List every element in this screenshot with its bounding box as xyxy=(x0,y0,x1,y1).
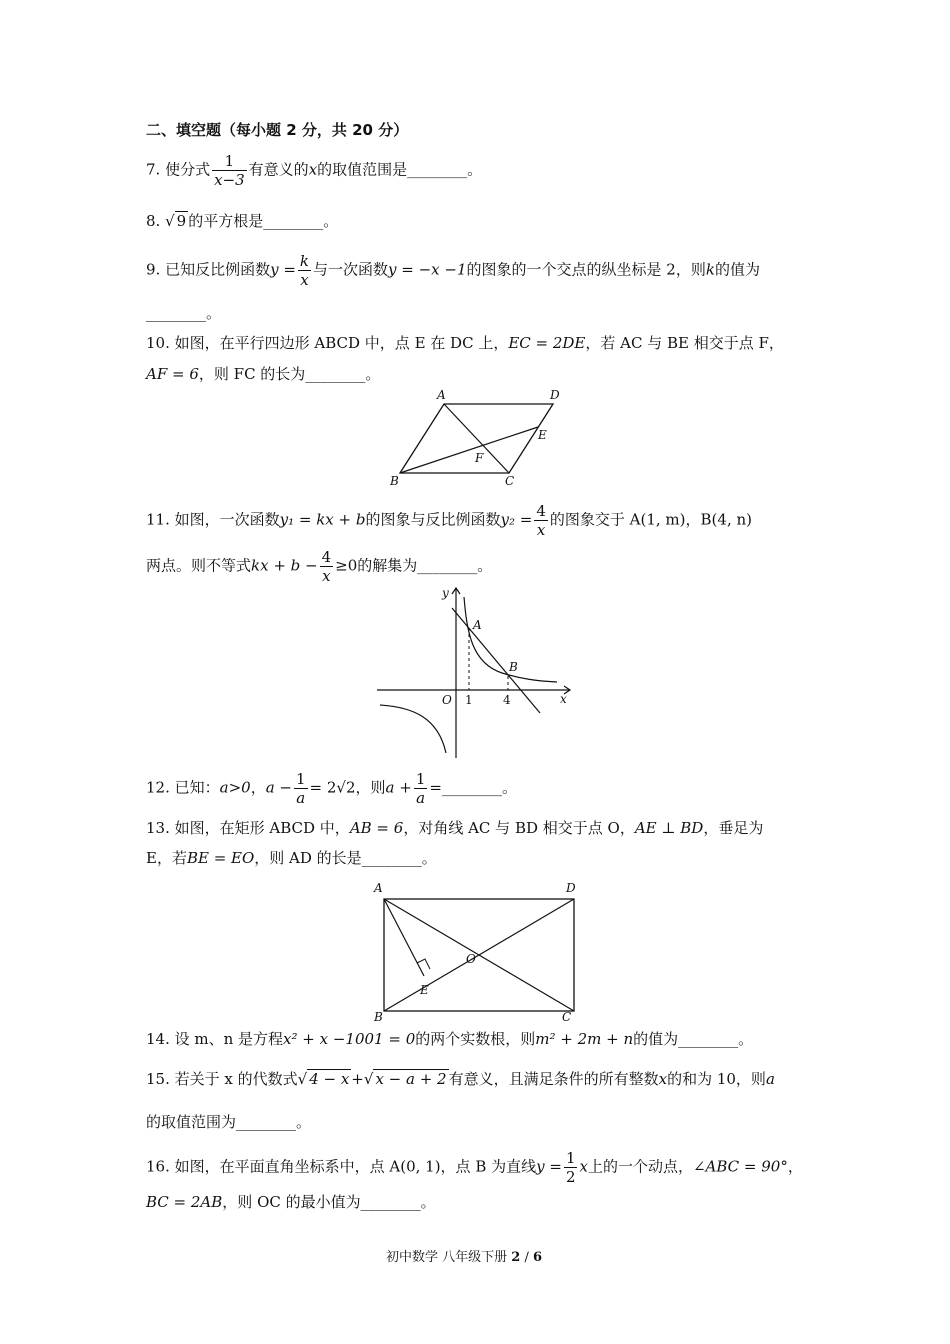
q15-variable-x: x xyxy=(658,1070,668,1088)
q12-numerator-2: 1 xyxy=(415,770,426,788)
q12-denominator-1: a xyxy=(296,789,306,807)
q8-answer-blank[interactable]: ________ xyxy=(263,212,324,230)
q10-answer-blank[interactable]: ________ xyxy=(305,365,366,383)
q12-condition-1: a>0 xyxy=(219,778,251,797)
q9-text-mid: 与一次函数 xyxy=(313,260,389,279)
q7-answer-blank[interactable]: ________ xyxy=(407,160,468,179)
q11-point-b: B(4, n) xyxy=(700,510,752,529)
q15-plus: + xyxy=(351,1070,364,1088)
q12-equals: = xyxy=(429,778,442,797)
q11-sep: ， xyxy=(685,510,701,529)
q16-equation-x: x xyxy=(579,1157,588,1176)
label-b: B xyxy=(390,474,399,488)
q13-text-pre: 13. 如图，在矩形 ABCD 中， xyxy=(146,819,350,837)
q8-text-pre: 8. xyxy=(146,212,166,230)
q12-expression: a + xyxy=(385,778,412,797)
q11-answer-blank[interactable]: ________ xyxy=(417,556,478,575)
label-tick-4: 4 xyxy=(503,693,511,707)
q10-text-pre: 10. 如图，在平行四边形 ABCD 中，点 E 在 DC 上， xyxy=(146,334,509,352)
q14-text-mid: 的两个实数根，则 xyxy=(415,1030,536,1048)
q16-text-pre: 16. 如图，在平面直角坐标系中，点 A(0, 1)，点 B 为直线 xyxy=(146,1157,537,1176)
q13-text-mid: ，对角线 AC 与 BD 相交于点 O， xyxy=(403,819,635,837)
q7-variable: x xyxy=(308,160,318,179)
label-o: O xyxy=(466,952,476,966)
label-c: C xyxy=(562,1010,572,1023)
question-13 xyxy=(146,821,763,836)
q14-answer-blank[interactable]: ________ xyxy=(678,1030,739,1048)
q9-end: 。 xyxy=(206,304,222,322)
q16-sep: ， xyxy=(787,1157,803,1176)
q15-variable-a: a xyxy=(765,1070,775,1088)
q15-end: 。 xyxy=(296,1113,312,1131)
q9-equation-1: y = xyxy=(270,260,296,279)
q11-text-mid2: 的图象交于 xyxy=(549,510,625,529)
q10-line-2 xyxy=(146,367,380,382)
q8-text-post: 的平方根是 xyxy=(188,212,264,230)
q11-fraction xyxy=(534,502,548,539)
q11-graph-figure xyxy=(372,583,577,763)
q16-equation-2: BC = 2AB xyxy=(146,1193,223,1211)
q13-equation-2: AE ⊥ BD xyxy=(634,819,704,837)
label-c: C xyxy=(505,474,515,488)
q12-condition-2a: a − xyxy=(265,778,292,797)
q15-radical-1: √ 4 − x xyxy=(297,1070,350,1088)
q15-radicand-1: 4 − x xyxy=(309,1070,350,1088)
q11-ineq-denominator: x xyxy=(322,567,331,585)
q15-radicand-2: x − a + 2 xyxy=(375,1070,447,1088)
q11-text-mid1: 的图象与反比例函数 xyxy=(365,510,501,529)
q15-answer-blank[interactable]: ________ xyxy=(236,1113,297,1131)
question-9 xyxy=(146,252,760,289)
label-d: D xyxy=(550,388,560,402)
q13-equation-3: BE = EO xyxy=(186,849,255,867)
q13-rectangle-figure xyxy=(368,878,583,1023)
q11-text-pre: 11. 如图，一次函数 xyxy=(146,510,280,529)
label-a: A xyxy=(437,388,446,402)
q9-text-pre: 9. 已知反比例函数 xyxy=(146,260,271,279)
q11-point-a: A(1, m) xyxy=(629,510,686,529)
question-12 xyxy=(146,770,517,807)
q16-text-line2: ，则 OC 的最小值为 xyxy=(222,1193,361,1211)
footer-text: 初中数学 八年级下册 xyxy=(386,1250,508,1265)
label-tick-1: 1 xyxy=(465,693,473,707)
question-16 xyxy=(146,1149,803,1186)
hyperbola-branch-q3 xyxy=(380,705,446,753)
label-e: E xyxy=(538,428,547,442)
q9-line-2 xyxy=(146,306,221,321)
footer-total-pages: 6 xyxy=(533,1250,543,1265)
q9-variable: k xyxy=(705,260,715,279)
q11-inequality: kx + b − xyxy=(251,556,318,575)
q9-text-tail: 的值为 xyxy=(714,260,760,279)
q7-text-mid: 有意义的 xyxy=(248,160,309,179)
q12-numerator-1: 1 xyxy=(295,770,306,788)
question-10 xyxy=(146,336,784,351)
q11-ineq-fraction xyxy=(320,548,334,585)
q9-numerator: k xyxy=(299,252,309,270)
q12-condition-2b: = 2√2 xyxy=(309,778,356,797)
footer-page-number: 2 xyxy=(511,1250,521,1265)
label-a: A xyxy=(374,881,383,895)
q9-answer-blank[interactable]: ________ xyxy=(146,304,206,322)
label-d: D xyxy=(566,881,576,895)
q12-text-pre: 12. 已知： xyxy=(146,778,220,797)
segment-be xyxy=(400,427,538,473)
q16-angle: ∠ABC = 90° xyxy=(692,1157,788,1176)
q15-text-line2: 的取值范围为 xyxy=(146,1113,237,1131)
question-15 xyxy=(146,1072,775,1087)
question-11 xyxy=(146,502,752,539)
q16-line-2 xyxy=(146,1195,436,1210)
q12-denominator-2: a xyxy=(416,789,426,807)
q13-answer-blank[interactable]: ________ xyxy=(361,849,422,867)
q12-fraction-1 xyxy=(294,770,308,807)
q16-text-mid: 上的一个动点， xyxy=(587,1157,693,1176)
q11-end: 。 xyxy=(477,556,493,575)
q13-equation-1: AB = 6 xyxy=(349,819,404,837)
q16-equation: y = xyxy=(536,1157,562,1176)
question-7 xyxy=(146,152,482,189)
q8-end: 。 xyxy=(323,212,339,230)
q10-text-post: ，若 AC 与 BE 相交于点 F， xyxy=(585,334,784,352)
q11-numerator: 4 xyxy=(536,502,546,520)
q7-fraction xyxy=(212,152,247,189)
q16-fraction xyxy=(564,1149,578,1186)
label-b: B xyxy=(374,1010,383,1023)
q13-end: 。 xyxy=(421,849,437,867)
q7-denominator: x−3 xyxy=(214,171,245,189)
q10-equation-1: EC = 2DE xyxy=(508,334,586,352)
q8-radical: √ 9 xyxy=(165,212,187,230)
q14-text-pre: 14. 设 m、n 是方程 xyxy=(146,1030,284,1048)
q11-line-2 xyxy=(146,548,492,585)
label-b: B xyxy=(509,660,518,674)
q12-fraction-2 xyxy=(414,770,428,807)
q11-text-line2-pre: 两点。则不等式 xyxy=(146,556,252,575)
q12-sep: ， xyxy=(250,778,266,797)
q16-end: 。 xyxy=(420,1193,436,1211)
q13-text-line2-post: ，则 AD 的长是 xyxy=(254,849,362,867)
q14-text-post: 的值为 xyxy=(633,1030,679,1048)
q15-text-mid: 有意义，且满足条件的所有整数 xyxy=(448,1070,659,1088)
q7-text-pre: 7. 使分式 xyxy=(146,160,211,179)
q16-numerator: 1 xyxy=(565,1149,576,1167)
q10-equation-2: AF = 6 xyxy=(146,365,199,383)
q7-end: 。 xyxy=(467,160,483,179)
q9-fraction xyxy=(298,252,311,289)
q15-text-pre: 15. 若关于 x 的代数式 xyxy=(146,1070,298,1088)
q12-text-mid: ，则 xyxy=(355,778,386,797)
q12-answer-blank[interactable]: ________ xyxy=(441,778,502,797)
q16-denominator: 2 xyxy=(565,1168,576,1186)
q9-equation-2: y = −x −1 xyxy=(388,260,467,279)
q11-ineq-numerator: 4 xyxy=(321,548,332,566)
footer-slash: / xyxy=(524,1250,529,1265)
q16-answer-blank[interactable]: ________ xyxy=(360,1193,421,1211)
label-o: O xyxy=(442,693,452,707)
q11-equation-2: y₂ = xyxy=(500,510,533,529)
q10-parallelogram-figure xyxy=(385,385,570,490)
q11-inequality-post: ≥0 xyxy=(335,556,358,575)
q15-text-post: 的和为 10，则 xyxy=(667,1070,766,1088)
q14-end: 。 xyxy=(738,1030,754,1048)
section-title: 二、填空题（每小题 2 分，共 20 分） xyxy=(146,121,409,139)
question-8 xyxy=(146,214,338,229)
q11-equation-1: y₁ = kx + b xyxy=(279,510,366,529)
q11-denominator: x xyxy=(536,521,546,539)
q7-text-post: 的取值范围是 xyxy=(317,160,408,179)
q13-line-2 xyxy=(146,851,437,866)
q13-text-post: ，垂足为 xyxy=(703,819,764,837)
q8-radicand: 9 xyxy=(176,212,187,230)
q7-numerator: 1 xyxy=(212,152,247,171)
q12-end: 。 xyxy=(501,778,517,797)
q9-denominator: x xyxy=(300,271,309,289)
question-14 xyxy=(146,1032,753,1047)
q10-end: 。 xyxy=(365,365,381,383)
q9-text-post: 的图象的一个交点的纵坐标是 2，则 xyxy=(466,260,706,279)
label-y: y xyxy=(442,586,449,600)
page-footer xyxy=(386,1251,542,1264)
q10-text-line2: ，则 FC 的长为 xyxy=(198,365,306,383)
label-x: x xyxy=(560,692,567,706)
label-f: F xyxy=(475,451,484,465)
q14-equation: x² + x −1001 = 0 xyxy=(283,1030,416,1048)
label-a: A xyxy=(473,618,482,632)
q11-text-line2-post: 的解集为 xyxy=(357,556,418,575)
q14-expression: m² + 2m + n xyxy=(535,1030,634,1048)
q15-radical-2: √ x − a + 2 xyxy=(363,1070,447,1088)
label-e: E xyxy=(420,983,429,997)
q15-line-2 xyxy=(146,1115,311,1130)
q13-text-line2-pre: E，若 xyxy=(146,849,187,867)
